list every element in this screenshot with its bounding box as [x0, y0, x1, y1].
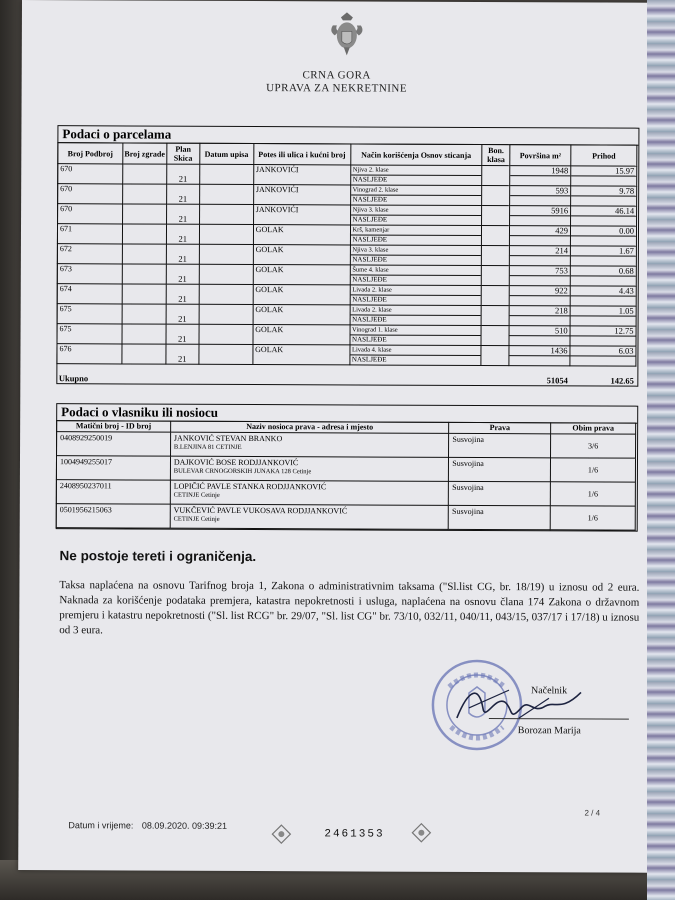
area: 429	[510, 226, 570, 236]
income-cell	[571, 186, 637, 206]
total-income: 142.65	[610, 375, 634, 386]
plan-number: 21	[166, 264, 199, 284]
owner-share: 1/6	[550, 482, 635, 506]
column-header: Broj Podbroj	[58, 143, 123, 164]
parcel-number: 676	[57, 344, 122, 364]
building-number	[122, 304, 166, 324]
owner-id: 2408950237011	[56, 480, 170, 504]
plan-number: 21	[166, 344, 199, 364]
owner-address: CETINJE Cetinje	[173, 491, 220, 499]
parcel-number: 675	[57, 304, 122, 324]
entry-date	[199, 224, 253, 244]
signatory-name: Borozan Marija	[517, 725, 581, 737]
building-number	[122, 264, 166, 284]
entry-date	[199, 344, 253, 364]
parcel-row	[57, 284, 636, 307]
soil-class	[481, 306, 509, 326]
income-cell	[570, 226, 636, 246]
soil-class	[482, 246, 510, 266]
building-number	[123, 164, 167, 184]
area-cell	[510, 186, 571, 206]
location: JANKOVIĆI	[253, 165, 350, 185]
soil-class	[481, 326, 509, 346]
building-number	[122, 244, 166, 264]
area-cell	[509, 326, 570, 346]
area: 1436	[510, 346, 570, 356]
area-cell	[509, 306, 570, 326]
parcel-number: 675	[57, 324, 122, 344]
owner-right: Susvojina	[449, 457, 551, 481]
parcels-table	[56, 142, 637, 386]
building-number	[122, 184, 166, 204]
usage-type: Livada 4. klase	[350, 345, 481, 356]
owner-address: BULEVAR CRNOGORSKIH JUNAKA 128 Cetinje	[173, 467, 312, 476]
usage-type: Livada 2. klase	[350, 305, 481, 316]
owner-address: CETINJE Cetinje	[173, 515, 220, 523]
acquisition-basis: NASLJEĐE	[352, 315, 387, 324]
owner-right: Susvojina	[448, 505, 550, 529]
column-header: Način korišćenja Osnov sticanja	[350, 144, 482, 166]
soil-class	[482, 206, 510, 226]
building-number	[122, 204, 166, 224]
income: 46.14	[571, 206, 636, 216]
usage-cell	[350, 205, 482, 226]
income-cell	[570, 246, 636, 266]
area: 922	[510, 286, 570, 296]
hologram-strip	[647, 0, 675, 900]
parcels-section	[56, 125, 639, 387]
ornament-icon	[270, 823, 292, 845]
income: 15.97	[571, 166, 636, 176]
soil-class	[482, 186, 510, 206]
location: GOLAK	[253, 265, 350, 285]
soil-class	[481, 346, 509, 366]
parcel-number: 670	[58, 204, 123, 224]
country-title: CRNA GORA	[302, 69, 371, 82]
encumbrances-note: Ne postoje tereti i ograničenja.	[59, 548, 257, 565]
location: GOLAK	[253, 305, 350, 325]
usage-cell	[350, 165, 482, 186]
area-cell	[510, 206, 571, 226]
parcels-header-row	[58, 143, 637, 167]
owner-name: VUKČEVIĆ PAVLE VUKOSAVA RODJJANKOVIĆ	[173, 505, 348, 516]
parcel-number: 674	[57, 284, 122, 304]
parcel-row	[58, 204, 637, 227]
parcels-title: Podaci o parcelama	[58, 126, 638, 146]
total-area: 51054	[546, 375, 568, 386]
area: 5916	[510, 206, 570, 216]
income: 0.00	[571, 226, 636, 236]
usage-type: Vinograd 2. klase	[351, 185, 482, 196]
parcels-total-row	[57, 364, 636, 386]
building-number	[122, 224, 166, 244]
usage-type: Livada 2. klase	[350, 285, 481, 296]
column-header: Prihod	[571, 145, 637, 166]
owner-share: 3/6	[551, 434, 636, 458]
owner-row	[56, 480, 635, 507]
parcel-row	[58, 184, 637, 207]
location: GOLAK	[253, 285, 350, 305]
usage-type: Njiva 2. klase	[351, 165, 482, 176]
income-cell	[570, 286, 636, 306]
owners-section	[56, 403, 639, 532]
column-header: Matični broj - ID broj	[57, 421, 171, 432]
parcel-row	[57, 344, 636, 367]
issue-datetime	[68, 820, 227, 831]
serial-number: 2461353	[324, 828, 385, 841]
area: 1948	[510, 166, 570, 176]
owners-table	[56, 420, 636, 531]
column-header: Obim prava	[551, 423, 636, 434]
income: 1.05	[571, 306, 636, 316]
plan-number: 21	[167, 164, 200, 184]
column-header: Potes ili ulica i kućni broj	[253, 144, 350, 165]
owner-id: 0501956215063	[56, 504, 170, 528]
signatory-role: Načelnik	[530, 685, 568, 697]
owners-title: Podaci o vlasniku ili nosiocu	[57, 404, 637, 424]
owner-share: 1/6	[551, 458, 636, 482]
parcel-number: 670	[58, 164, 123, 184]
parcel-number: 671	[57, 224, 122, 244]
usage-cell	[350, 265, 482, 286]
parcel-row	[57, 244, 636, 267]
income: 0.68	[571, 266, 636, 276]
area-cell	[509, 266, 570, 286]
parcel-row	[58, 164, 637, 187]
entry-date	[199, 324, 253, 344]
usage-cell	[350, 305, 482, 326]
location: GOLAK	[253, 325, 350, 345]
area: 218	[510, 306, 570, 316]
parcel-row	[57, 264, 636, 287]
owner-right: Susvojina	[449, 433, 551, 457]
income: 12.75	[571, 326, 636, 336]
usage-type: Šume 4. klase	[350, 265, 481, 276]
area-cell	[509, 346, 570, 366]
owner-row	[56, 504, 635, 531]
owner-id: 1004949255017	[56, 456, 170, 480]
acquisition-basis: NASLJEĐE	[351, 355, 387, 364]
area: 593	[510, 186, 570, 196]
soil-class	[481, 266, 509, 286]
entry-date	[199, 244, 253, 264]
income: 1.67	[571, 246, 636, 256]
parcel-number: 672	[57, 244, 122, 264]
area: 510	[510, 326, 570, 336]
usage-type: Vinograd 1. klase	[350, 325, 481, 336]
signature-icon	[449, 678, 589, 729]
usage-type: Krš, kamenjar	[350, 225, 481, 236]
usage-cell	[350, 225, 482, 246]
ornament-icon	[410, 822, 432, 844]
area-cell	[509, 286, 570, 306]
area-cell	[510, 246, 571, 266]
income-cell	[571, 166, 637, 186]
datetime-value: 08.09.2020. 09:39:21	[141, 820, 228, 831]
plan-number: 21	[166, 324, 199, 344]
column-header: Naziv nosioca prava - adresa i mjesto	[170, 421, 448, 433]
column-header: Datum upisa	[200, 143, 254, 164]
usage-cell	[350, 285, 482, 306]
area: 753	[510, 266, 570, 276]
coat-of-arms-icon	[327, 11, 367, 57]
total-label: Ukupno	[58, 373, 89, 384]
owner-row	[57, 432, 636, 459]
location: GOLAK	[253, 225, 350, 245]
area: 214	[510, 246, 570, 256]
location: JANKOVIĆI	[253, 205, 350, 225]
usage-type: Njiva 3. klase	[350, 245, 481, 256]
owner-cell	[170, 456, 449, 481]
owner-id: 0408929250019	[57, 432, 171, 456]
usage-cell	[350, 245, 482, 266]
building-number	[122, 284, 166, 304]
entry-date	[199, 164, 253, 184]
income-cell	[570, 306, 636, 326]
fee-paragraph: Taksa naplaćena na osnovu Tarifnog broja 1, Zakona o administrativnim taksama ("Sl.list CG, br. 18/19) u iznosu od 2 eura. Naknada za korišćenje podataka premjera, katastra nepokretnosti i usluga, naplaćena na osnovu člana 174 Zakona o državnom premjeru i katastru nepokretnosti ("Sl. list RCG" br. 29/07, "Sl. list CG" br. 73/10, 032/11, 040/11, 043/15, 037/17 i 17/18) u iznosu od 3 eura.	[59, 579, 640, 637]
area-cell	[510, 226, 571, 246]
owner-cell	[170, 432, 449, 457]
income: 6.03	[571, 346, 636, 356]
owner-name: DAJKOVIĆ BOSE RODJJANKOVIĆ	[173, 457, 299, 468]
owner-name: LOPIČIĆ PAVLE STANKA RODJJANKOVIĆ	[173, 481, 327, 492]
building-number	[122, 344, 166, 364]
plan-number: 21	[166, 184, 199, 204]
area-cell	[510, 166, 571, 186]
parcel-row	[57, 224, 636, 247]
authority-title: UPRAVA ZA NEKRETNINE	[266, 82, 408, 95]
soil-class	[482, 226, 510, 246]
usage-cell	[350, 185, 482, 206]
acquisition-basis: NASLJEĐE	[352, 275, 387, 284]
column-header: Prava	[449, 422, 551, 433]
income-cell	[570, 266, 636, 286]
location: JANKOVIĆI	[253, 185, 350, 205]
acquisition-basis: NASLJEĐE	[352, 235, 388, 244]
building-number	[122, 324, 166, 344]
owner-share: 1/6	[550, 506, 635, 530]
income: 9.78	[571, 186, 636, 196]
acquisition-basis: NASLJEĐE	[352, 335, 387, 344]
usage-cell	[349, 345, 481, 366]
datetime-label: Datum i vrijeme:	[68, 820, 134, 831]
usage-type: Njiva 3. klase	[351, 205, 482, 216]
entry-date	[199, 264, 253, 284]
column-header: Plan Skica	[167, 143, 200, 164]
entry-date	[199, 204, 253, 224]
acquisition-basis: NASLJEĐE	[352, 215, 388, 224]
parcel-row	[57, 304, 636, 327]
column-header: Broj zgrade	[123, 143, 167, 164]
parcel-number: 670	[58, 184, 123, 204]
owner-cell	[170, 504, 449, 529]
soil-class	[481, 286, 509, 306]
column-header: Površina m²	[510, 145, 571, 166]
owner-cell	[170, 480, 449, 505]
owner-name: JANKOVIĆ STEVAN BRANKO	[173, 433, 283, 444]
plan-number: 21	[166, 244, 199, 264]
income: 4.43	[571, 286, 636, 296]
location: GOLAK	[253, 245, 350, 265]
entry-date	[199, 304, 253, 324]
plan-number: 21	[166, 304, 199, 324]
column-header: Bon. klasa	[482, 145, 510, 166]
parcel-number: 673	[57, 264, 122, 284]
usage-cell	[349, 325, 481, 346]
plan-number: 21	[166, 224, 199, 244]
owner-right: Susvojina	[449, 481, 551, 505]
owner-address: B.LENJINA 81 CETINJE	[173, 443, 242, 451]
entry-date	[199, 184, 253, 204]
income-cell	[570, 326, 636, 346]
acquisition-basis: NASLJEĐE	[352, 175, 388, 184]
acquisition-basis: NASLJEĐE	[352, 255, 388, 264]
income-cell	[571, 206, 637, 226]
soil-class	[482, 166, 510, 186]
parcel-row	[57, 324, 636, 347]
page-number: 2 / 4	[584, 808, 601, 818]
acquisition-basis: NASLJEĐE	[352, 295, 387, 304]
location: GOLAK	[253, 345, 350, 365]
plan-number: 21	[166, 284, 199, 304]
owner-row	[56, 456, 635, 483]
plan-number: 21	[166, 204, 199, 224]
document-page	[18, 0, 652, 873]
acquisition-basis: NASLJEĐE	[352, 195, 388, 204]
entry-date	[199, 284, 253, 304]
income-cell	[570, 346, 636, 366]
